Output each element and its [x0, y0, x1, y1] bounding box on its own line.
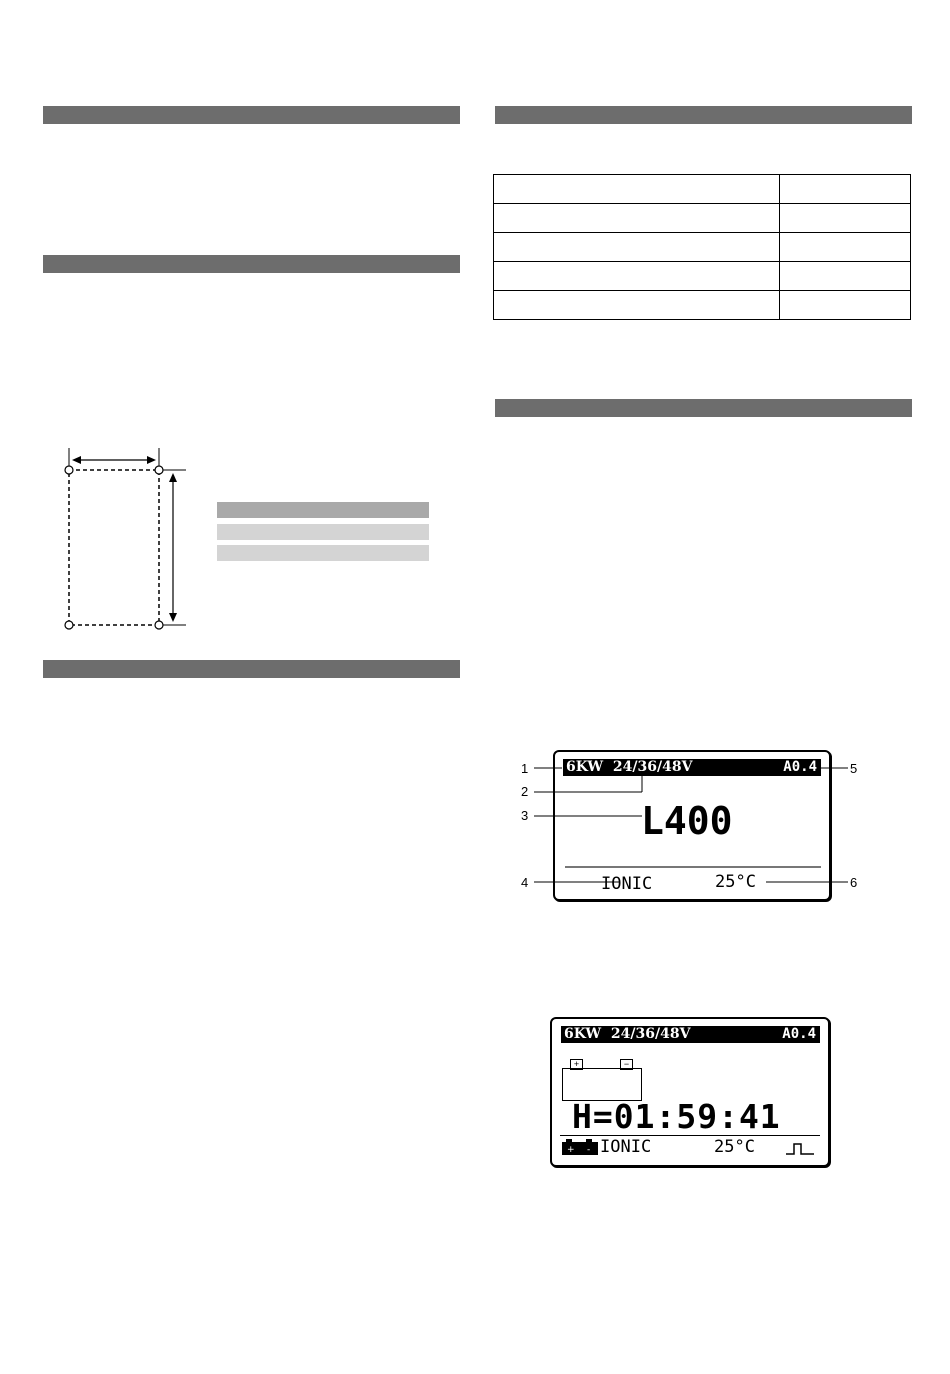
lcd-timer: H=01:59:41: [572, 1097, 781, 1136]
section-header-bar-1: [43, 106, 460, 124]
battery-minus-terminal: −: [620, 1059, 633, 1070]
mounting-hole-icon: [65, 466, 73, 474]
table-row: [494, 291, 911, 320]
table-cell: [494, 233, 780, 262]
svg-text:-: -: [587, 1145, 591, 1155]
table-row: [494, 262, 911, 291]
spec-table: [493, 174, 911, 320]
mounting-hole-icon: [155, 466, 163, 474]
table-cell: [494, 291, 780, 320]
lcd-divider: [560, 1135, 820, 1136]
table-cell: [780, 233, 911, 262]
table-row: [494, 233, 911, 262]
lcd-status-bar: [561, 1026, 820, 1043]
table-cell: [494, 262, 780, 291]
callout-4: 4: [521, 875, 529, 890]
callout-1: 1: [521, 761, 529, 776]
lcd-mode: IONIC: [600, 1137, 652, 1157]
callout-2: 2: [521, 784, 529, 799]
mounting-diagram: [50, 440, 200, 640]
battery-plus-terminal: +: [570, 1059, 583, 1070]
battery-icon: [562, 1139, 598, 1155]
table-cell: [494, 175, 780, 204]
table-cell: [780, 204, 911, 233]
table-cell: [494, 204, 780, 233]
section-header-bar-5: [495, 399, 912, 417]
table-row: [494, 204, 911, 233]
table-cell: [780, 175, 911, 204]
table-cell: [780, 262, 911, 291]
lcd-temperature: 25°C: [714, 1137, 755, 1157]
section-header-bar-4: [495, 106, 912, 124]
mounting-hole-icon: [155, 621, 163, 629]
lcd-code: A0.4: [782, 1026, 816, 1042]
table-row: [494, 175, 911, 204]
table-cell: [780, 291, 911, 320]
pulse-wave-icon: [786, 1141, 816, 1157]
callout-5: 5: [850, 761, 858, 776]
lcd-main-value: L400: [641, 799, 733, 843]
section-header-bar-2: [43, 255, 460, 273]
lcd-code: A0.4: [783, 759, 817, 775]
legend-bar-dark: [217, 502, 429, 518]
lcd-mode: IONIC: [601, 874, 653, 894]
svg-text:+: +: [567, 1145, 575, 1155]
callout-lines: [520, 750, 860, 900]
callout-6: 6: [850, 875, 858, 890]
lcd-model-voltage: 6KW 24/36/48V: [564, 1026, 691, 1042]
lcd-temperature: 25°C: [715, 872, 756, 892]
section-header-bar-3: [43, 660, 460, 678]
callout-3: 3: [521, 808, 529, 823]
legend-bar-light: [217, 524, 429, 540]
lcd-model-voltage: 6KW 24/36/48V: [566, 759, 693, 775]
lcd-display-2: [550, 1017, 830, 1167]
legend-bar-light: [217, 545, 429, 561]
mounting-hole-icon: [65, 621, 73, 629]
